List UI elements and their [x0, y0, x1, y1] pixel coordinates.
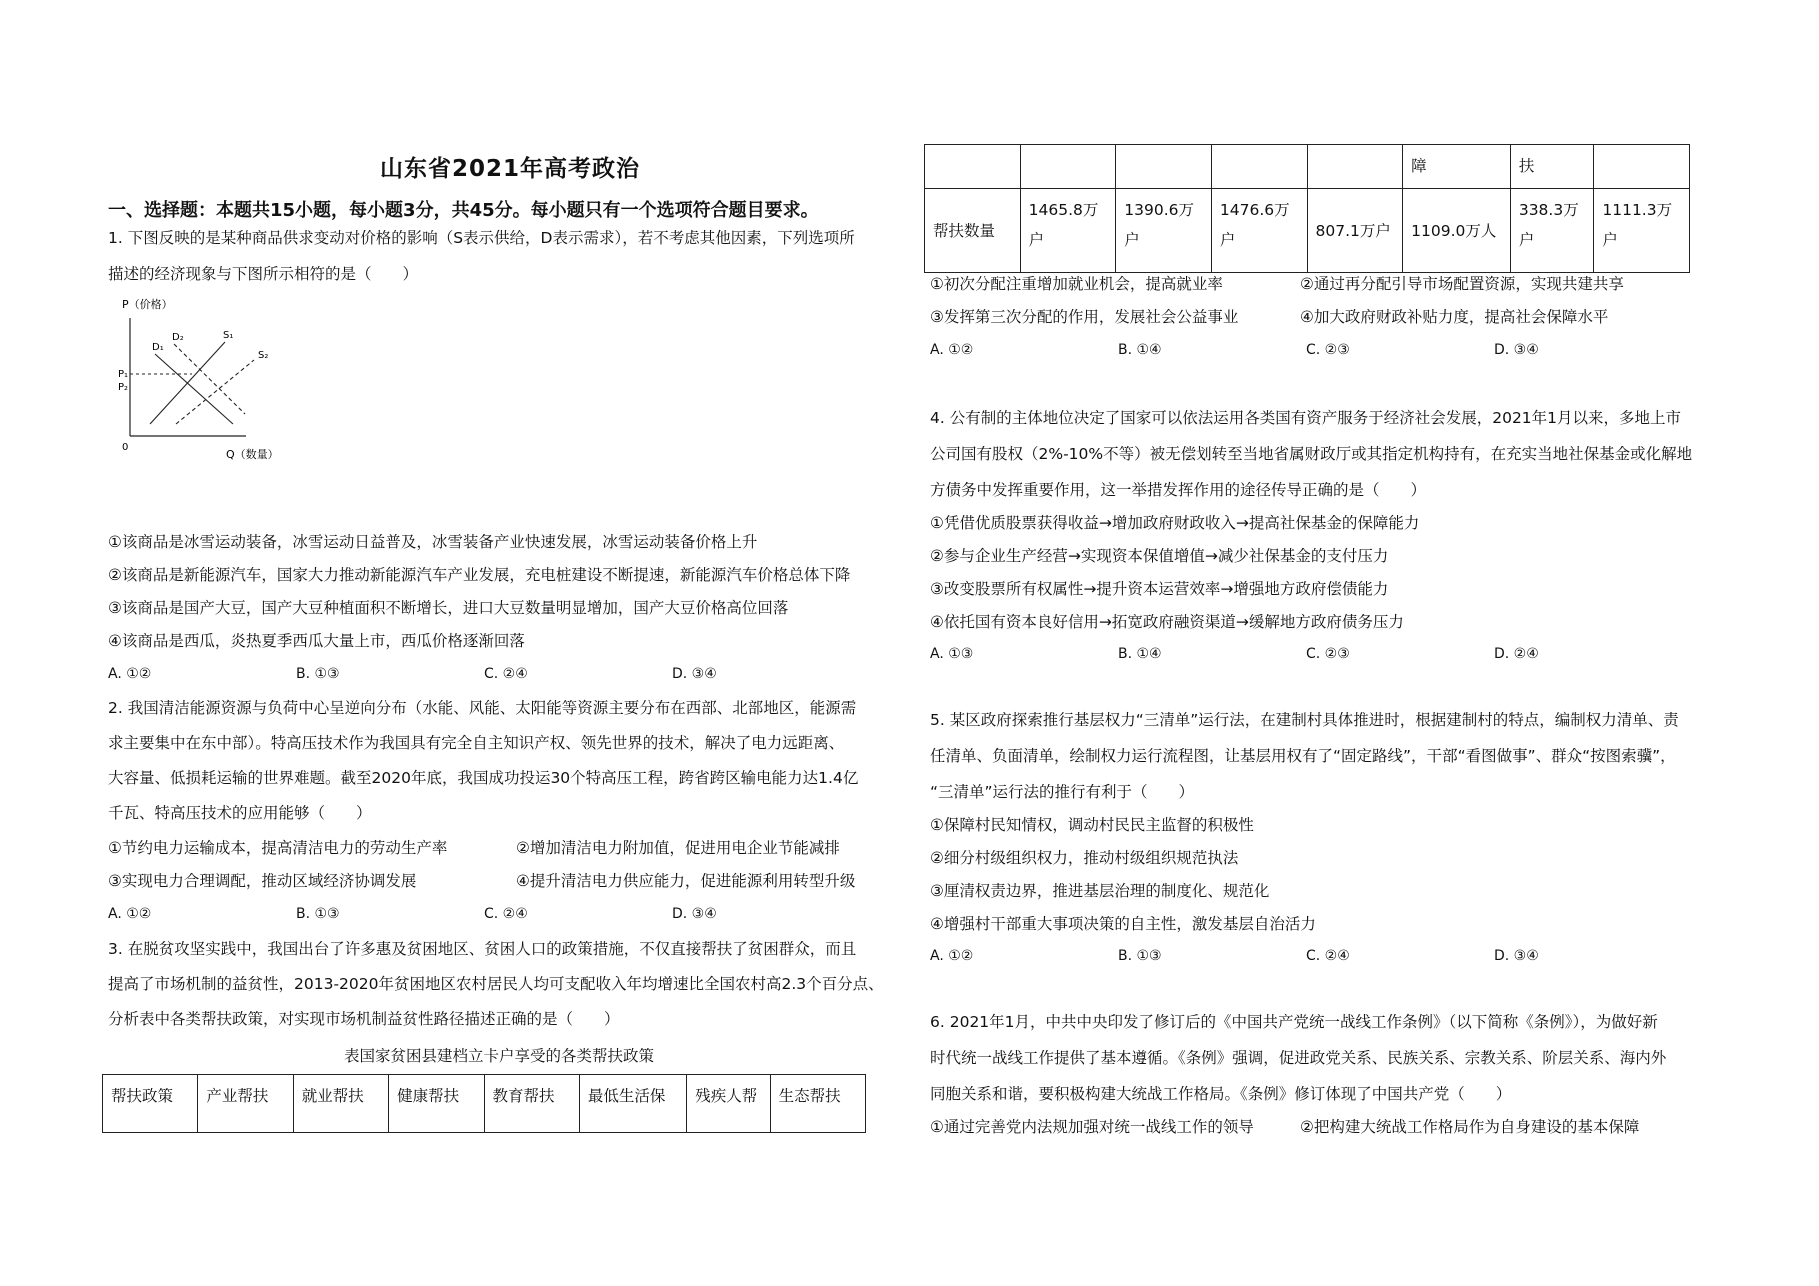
q3-stem-line: 分析表中各类帮扶政策，对实现市场机制益贫性路径描述正确的是（ ） — [108, 1010, 620, 1028]
q1-item: ②该商品是新能源汽车，国家大力推动新能源汽车产业发展，充电桩建设不断提速，新能源汽车价格总体下降 — [108, 566, 851, 584]
q4-stem-line: 4. 公有制的主体地位决定了国家可以依法运用各类国有资产服务于经济社会发展，2021年1月以来，多地上市 — [930, 409, 1682, 427]
q6-item: ①通过完善党内法规加强对统一战线工作的领导 — [930, 1118, 1254, 1136]
q3-stem-line: 提高了市场机制的益贫性，2013-2020年贫困地区农村居民人均可支配收入年均增速比全国农村高2.3个百分点、 — [108, 975, 884, 993]
q4-option-a[interactable]: A. ①③ — [930, 646, 974, 662]
q5-option-b[interactable]: B. ①③ — [1118, 948, 1162, 964]
table-cell: 1476.6万户 — [1211, 189, 1307, 273]
q2-item: ④提升清洁电力供应能力，促进能源利用转型升级 — [516, 872, 856, 890]
q5-option-c[interactable]: C. ②④ — [1306, 948, 1350, 964]
q3-table-part1 — [102, 1074, 866, 1133]
table-cell: 1390.6万户 — [1116, 189, 1212, 273]
p2-label: P₂ — [118, 382, 129, 393]
q5-item: ②细分村级组织权力，推动村级组织规范执法 — [930, 849, 1239, 867]
q4-item: ④依托国有资本良好信用→拓宽政府融资渠道→缓解地方政府债务压力 — [930, 613, 1404, 631]
table-cell: 健康帮扶 — [389, 1075, 484, 1133]
section-heading: 一、选择题：本题共15小题，每小题3分，共45分。每小题只有一个选项符合题目要求。 — [108, 200, 819, 221]
q1-option-b[interactable]: B. ①③ — [296, 666, 340, 682]
table-cell: 就业帮扶 — [293, 1075, 388, 1133]
s1-label: S₁ — [223, 330, 234, 341]
q5-option-a[interactable]: A. ①② — [930, 948, 974, 964]
q3-table-caption: 表国家贫困县建档立卡户享受的各类帮扶政策 — [344, 1047, 655, 1065]
q4-item: ①凭借优质股票获得收益→增加政府财政收入→提高社保基金的保障能力 — [930, 514, 1420, 532]
table-cell — [925, 145, 1021, 189]
p1-label: P₁ — [118, 369, 129, 380]
q3-option-b[interactable]: B. ①④ — [1118, 342, 1162, 358]
q6-stem-line: 同胞关系和谐，要积极构建大统战工作格局。《条例》修订体现了中国共产党（ ） — [930, 1085, 1512, 1103]
q3-option-d[interactable]: D. ③④ — [1494, 342, 1539, 358]
q1-stem-line: 1. 下图反映的是某种商品供求变动对价格的影响（S表示供给，D表示需求），若不考虑其他因素，下列选项所 — [108, 229, 855, 247]
q2-option-d[interactable]: D. ③④ — [672, 906, 717, 922]
table-cell: 障 — [1403, 145, 1511, 189]
page-title: 山东省2021年高考政治 — [380, 156, 641, 182]
q2-stem-line: 大容量、低损耗运输的世界难题。截至2020年底，我国成功投运30个特高压工程，跨省跨区输电能力达1.4亿 — [108, 769, 859, 787]
q2-stem-line: 千瓦、特高压技术的应用能够（ ） — [108, 804, 372, 822]
table-cell: 1109.0万人 — [1403, 189, 1511, 273]
supply-curve-s2 — [176, 360, 254, 424]
q4-option-c[interactable]: C. ②③ — [1306, 646, 1350, 662]
q6-item: ②把构建大统战工作格局作为自身建设的基本保障 — [1300, 1118, 1640, 1136]
q3-item: ②通过再分配引导市场配置资源，实现共建共享 — [1300, 275, 1624, 293]
x-axis-label: Q（数量） — [226, 448, 279, 461]
q1-option-c[interactable]: C. ②④ — [484, 666, 528, 682]
q2-item: ③实现电力合理调配，推动区域经济协调发展 — [108, 872, 417, 890]
q2-option-b[interactable]: B. ①③ — [296, 906, 340, 922]
q2-item: ①节约电力运输成本，提高清洁电力的劳动生产率 — [108, 839, 448, 857]
q5-item: ①保障村民知情权，调动村民民主监督的积极性 — [930, 816, 1254, 834]
q2-option-a[interactable]: A. ①② — [108, 906, 152, 922]
q3-stem-line: 3. 在脱贫攻坚实践中，我国出台了许多惠及贫困地区、贫困人口的政策措施，不仅直接帮扶了贫困群众，而且 — [108, 940, 857, 958]
table-cell: 807.1万户 — [1307, 189, 1403, 273]
y-axis-label: P（价格） — [122, 298, 173, 311]
supply-demand-graph — [108, 296, 298, 466]
q5-item: ④增强村干部重大事项决策的自主性，激发基层自治活力 — [930, 915, 1316, 933]
q5-stem-line: 任清单、负面清单，绘制权力运行流程图，让基层用权有了“固定路线”，干部“看图做事”、群众“按图索骥”， — [930, 747, 1676, 765]
table-cell — [1211, 145, 1307, 189]
q5-item: ③厘清权责边界，推进基层治理的制度化、规范化 — [930, 882, 1270, 900]
q6-stem-line: 时代统一战线工作提供了基本遵循。《条例》强调，促进政党关系、民族关系、宗教关系、阶层关系、海内外 — [930, 1049, 1667, 1067]
demand-curve-d1 — [155, 354, 233, 424]
table-cell — [1116, 145, 1212, 189]
table-cell — [1307, 145, 1403, 189]
q4-stem-line: 方债务中发挥重要作用，这一举措发挥作用的途径传导正确的是（ ） — [930, 481, 1427, 499]
table-cell: 扶 — [1510, 145, 1594, 189]
q3-item: ①初次分配注重增加就业机会，提高就业率 — [930, 275, 1223, 293]
q2-option-c[interactable]: C. ②④ — [484, 906, 528, 922]
table-row — [925, 145, 1690, 189]
s2-label: S₂ — [258, 350, 269, 361]
q3-table-part2 — [924, 144, 1690, 273]
q5-stem-line: “三清单”运行法的推行有利于（ ） — [930, 783, 1195, 801]
q4-option-b[interactable]: B. ①④ — [1118, 646, 1162, 662]
origin-label: 0 — [122, 442, 129, 453]
q3-item: ④加大政府财政补贴力度，提高社会保障水平 — [1300, 308, 1609, 326]
q3-item: ③发挥第三次分配的作用，发展社会公益事业 — [930, 308, 1239, 326]
q1-item: ①该商品是冰雪运动装备，冰雪运动日益普及，冰雪装备产业快速发展，冰雪运动装备价格上升 — [108, 533, 758, 551]
q4-option-d[interactable]: D. ②④ — [1494, 646, 1539, 662]
q2-item: ②增加清洁电力附加值，促进用电企业节能减排 — [516, 839, 840, 857]
q5-stem-line: 5. 某区政府探索推行基层权力“三清单”运行法，在建制村具体推进时，根据建制村的特点，编制权力清单、责 — [930, 711, 1679, 729]
q3-option-c[interactable]: C. ②③ — [1306, 342, 1350, 358]
table-cell: 帮扶数量 — [925, 189, 1021, 273]
table-cell — [1594, 145, 1690, 189]
table-row — [103, 1075, 866, 1133]
q4-item: ②参与企业生产经营→实现资本保值增值→减少社保基金的支付压力 — [930, 547, 1389, 565]
q1-option-d[interactable]: D. ③④ — [672, 666, 717, 682]
q5-option-d[interactable]: D. ③④ — [1494, 948, 1539, 964]
q1-item: ④该商品是西瓜，炎热夏季西瓜大量上市，西瓜价格逐渐回落 — [108, 632, 525, 650]
d1-label: D₁ — [152, 342, 164, 353]
q1-stem-line: 描述的经济现象与下图所示相符的是（ ） — [108, 265, 419, 283]
table-cell: 生态帮扶 — [770, 1075, 865, 1133]
q3-option-a[interactable]: A. ①② — [930, 342, 974, 358]
table-row — [925, 189, 1690, 273]
table-cell: 338.3万户 — [1510, 189, 1594, 273]
q4-stem-line: 公司国有股权（2%-10%不等）被无偿划转至当地省属财政厅或其指定机构持有，在充实当地社保基金或化解地 — [930, 445, 1693, 463]
table-cell — [1020, 145, 1116, 189]
q1-item: ③该商品是国产大豆，国产大豆种植面积不断增长，进口大豆数量明显增加，国产大豆价格高位回落 — [108, 599, 789, 617]
q2-stem-line: 2. 我国清洁能源资源与负荷中心呈逆向分布（水能、风能、太阳能等资源主要分布在西部、北部地区，能源需 — [108, 699, 857, 717]
table-cell: 帮扶政策 — [103, 1075, 198, 1133]
q6-stem-line: 6. 2021年1月，中共中央印发了修订后的《中国共产党统一战线工作条例》（以下简称《条例》），为做好新 — [930, 1013, 1658, 1031]
q4-item: ③改变股票所有权属性→提升资本运营效率→增强地方政府偿债能力 — [930, 580, 1389, 598]
table-cell: 1111.3万户 — [1594, 189, 1690, 273]
supply-curve-s1 — [150, 342, 225, 424]
q1-option-a[interactable]: A. ①② — [108, 666, 152, 682]
q2-stem-line: 求主要集中在东中部）。特高压技术作为我国具有完全自主知识产权、领先世界的技术，解决了电力远距离、 — [108, 734, 845, 752]
table-cell: 教育帮扶 — [484, 1075, 579, 1133]
table-cell: 1465.8万户 — [1020, 189, 1116, 273]
table-cell: 残疾人帮 — [687, 1075, 770, 1133]
table-cell: 产业帮扶 — [198, 1075, 293, 1133]
table-cell: 最低生活保 — [579, 1075, 686, 1133]
d2-label: D₂ — [172, 332, 184, 343]
